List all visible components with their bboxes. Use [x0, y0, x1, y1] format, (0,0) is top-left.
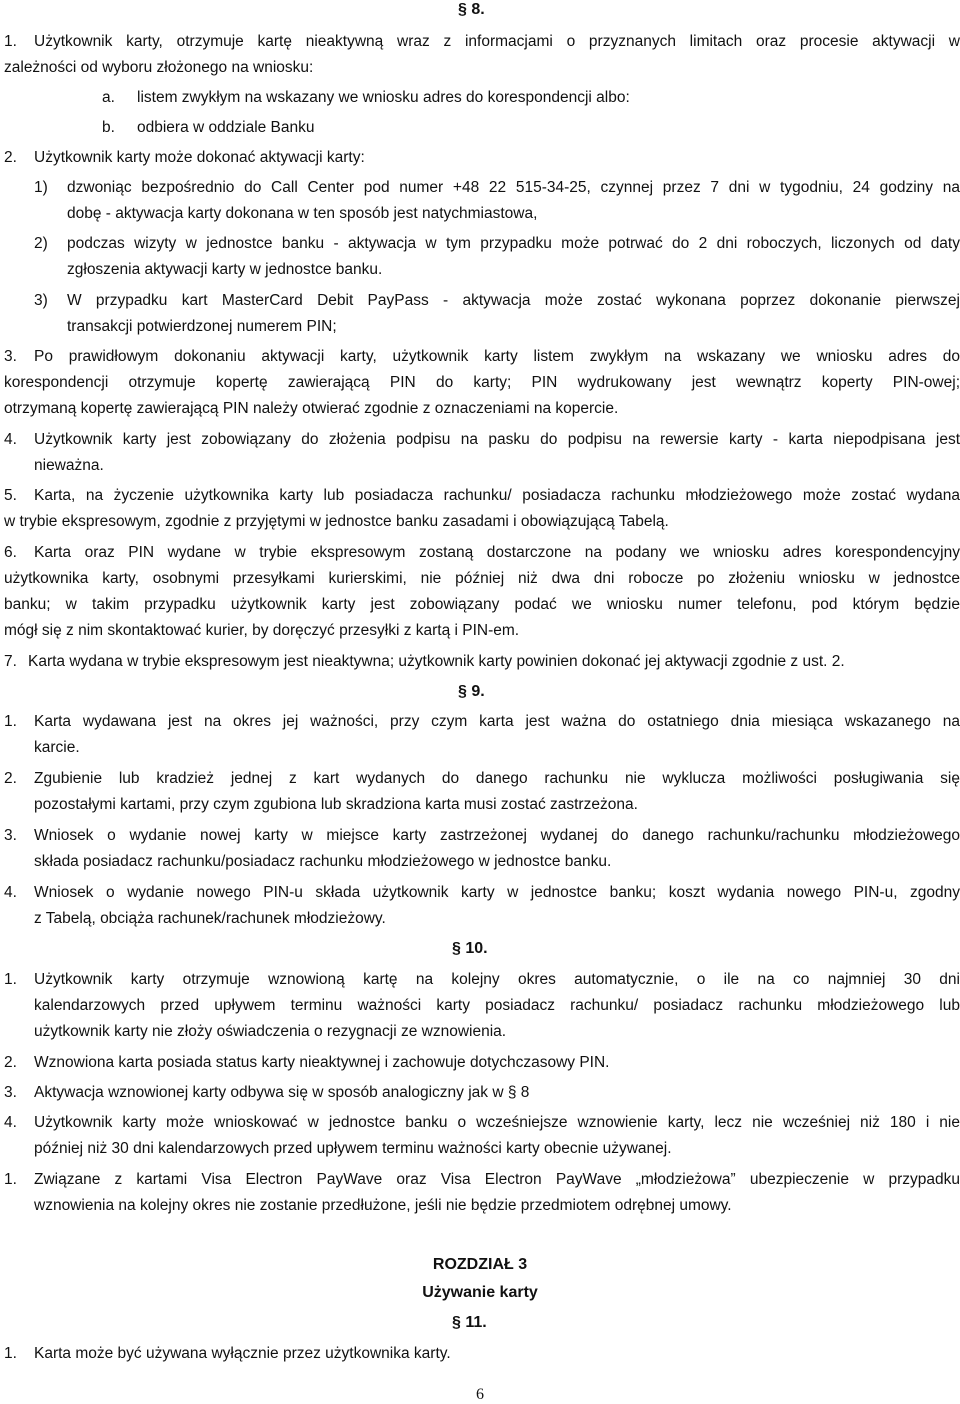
item-number: 2. — [4, 1054, 17, 1071]
item-number: 1. — [4, 713, 17, 730]
page-number: 6 — [476, 1386, 484, 1403]
paragraph-line: korespondencji otrzymuje kopertę zawierającą PIN do karty; PIN wydrukowany jest wewnątrz koperty PIN-owej; — [4, 374, 960, 391]
paragraph-line: otrzymaną kopertę zawierającą PIN należy otwierać zgodnie z oznaczeniami na kopercie. — [4, 400, 619, 417]
paragraph-line: Użytkownik karty może wnioskować w jednostce banku o wcześniejsze wznowienie karty, lecz nie wcześniej niż 180 i nie — [34, 1114, 960, 1131]
paragraph-line: pozostałymi kartami, przy czym zgubiona lub skradziona karta musi zostać zastrzeżona. — [34, 796, 638, 813]
paragraph-line: użytkownika karty, osobnymi przesyłkami kurierskimi, nie później niż dwa dni robocze po złożeniu wniosku w jednostce — [4, 570, 960, 587]
paragraph-line: Użytkownik karty może dokonać aktywacji karty: — [34, 149, 365, 166]
chapter-title: ROZDZIAŁ 3 — [432, 1256, 528, 1273]
paragraph-line: dzwoniąc bezpośrednio do Call Center pod numer +48 22 515-34-25, czynnej przez 7 dni w tygodniu, 24 godziny na — [67, 179, 960, 196]
paragraph-line: później niż 30 dni kalendarzowych przed upływem terminu ważności karty obecnie używanej. — [34, 1140, 672, 1157]
item-number: 5. — [4, 487, 17, 504]
item-number: 2. — [4, 770, 17, 787]
section-heading-11: § 11. — [452, 1314, 487, 1331]
paragraph-line: nieważna. — [34, 457, 104, 474]
paragraph-line: zgłoszenia aktywacji karty w jednostce banku. — [67, 261, 383, 278]
paragraph-line: Użytkownik karty jest zobowiązany do złożenia podpisu na pasku do podpisu na rewersie karty - karta niepodpisana jest — [34, 431, 960, 448]
paragraph-line: wznowienia na kolejny okres nie zostanie przedłużone, jeśli nie będzie przedmiotem odrębnej umowy. — [34, 1197, 732, 1214]
paragraph-line: z Tabelą, obciąża rachunek/rachunek młodzieżowy. — [34, 910, 386, 927]
paragraph-line: kalendarzowych przed upływem terminu ważności karty posiadacz rachunku/ posiadacz rachunku młodzieżowego lub — [34, 997, 960, 1014]
item-number: 1. — [4, 33, 17, 50]
paragraph-line: Karta może być używana wyłącznie przez użytkownika karty. — [34, 1345, 451, 1362]
paragraph-line: zależności od wyboru złożonego na wniosku: — [4, 59, 314, 76]
item-number: 1. — [4, 1171, 17, 1188]
item-letter: a. — [102, 89, 115, 106]
section-heading-9: § 9. — [458, 683, 485, 700]
paragraph-line: Karta wydana w trybie ekspresowym jest nieaktywna; użytkownik karty powinien dokonać jej aktywacji zgodnie z ust. 2. — [28, 653, 845, 670]
paragraph-line: transakcji potwierdzonej numerem PIN; — [67, 318, 337, 335]
paragraph-line: Karta wydawana jest na okres jej ważności, przy czym karta jest ważna do ostatniego dnia miesiąca wskazanego na — [34, 713, 960, 730]
item-number: 2. — [4, 149, 17, 166]
item-number: 3. — [4, 827, 17, 844]
paragraph-line: Po prawidłowym dokonaniu aktywacji karty, użytkownik karty listem zwykłym na wskazany we wniosku adres do — [34, 348, 960, 365]
paragraph-line: Wniosek o wydanie nowej karty w miejsce karty zastrzeżonej wydanej do danego rachunku/rachunku młodzieżowego — [34, 827, 960, 844]
paragraph-line: podczas wizyty w jednostce banku - aktywacja w tym przypadku może potrwać do 2 dni roboczych, liczonych od daty — [67, 235, 960, 252]
item-number: 6. — [4, 544, 17, 561]
subitem-number: 2) — [34, 235, 48, 252]
paragraph-line: listem zwykłym na wskazany we wniosku adres do korespondencji albo: — [137, 89, 630, 106]
item-number: 4. — [4, 1114, 17, 1131]
paragraph-line: Użytkownik karty, otrzymuje kartę nieaktywną wraz z informacjami o przyznanych limitach oraz procesie aktywacji w — [34, 33, 960, 50]
item-number: 4. — [4, 431, 17, 448]
subitem-number: 1) — [34, 179, 48, 196]
item-number: 4. — [4, 884, 17, 901]
paragraph-line: Wznowiona karta posiada status karty nieaktywnej i zachowuje dotychczasowy PIN. — [34, 1054, 610, 1071]
paragraph-line: Karta oraz PIN wydane w trybie ekspresowym zostaną dostarczone na podany we wniosku adres korespondencyjny — [34, 544, 960, 561]
paragraph-line: Wniosek o wydanie nowego PIN-u składa użytkownik karty w jednostce banku; koszt wydania nowego PIN-u, zgodny — [34, 884, 960, 901]
section-heading-10: § 10. — [452, 940, 488, 957]
paragraph-line: użytkownik karty nie złoży oświadczenia o rezygnacji ze wznowienia. — [34, 1023, 507, 1040]
paragraph-line: Zgubienie lub kradzież jednej z kart wydanych do danego rachunku nie wyklucza możliwości posługiwania się — [34, 770, 960, 787]
paragraph-line: W przypadku kart MasterCard Debit PayPass - aktywacja może zostać wykonana poprzez dokonanie pierwszej — [67, 292, 960, 309]
item-number: 3. — [4, 1084, 17, 1101]
paragraph-line: dobę - aktywacja karty dokonana w ten sposób jest natychmiastowa, — [67, 205, 538, 222]
chapter-subtitle: Używanie karty — [422, 1284, 538, 1301]
item-number: 1. — [4, 1345, 17, 1362]
paragraph-line: banku; w takim przypadku użytkownik karty jest zobowiązany podać we wniosku numer telefonu, pod którym będzie — [4, 596, 960, 613]
paragraph-line: Związane z kartami Visa Electron PayWave oraz Visa Electron PayWave „młodzieżowa” ubezpieczenie w przypadku — [34, 1171, 960, 1188]
item-number: 7. — [4, 653, 17, 670]
paragraph-line: w trybie ekspresowym, zgodnie z przyjętymi w jednostce banku zasadami i obowiązującą Tabelą. — [4, 513, 669, 530]
item-letter: b. — [102, 119, 115, 136]
paragraph-line: Karta, na życzenie użytkownika karty lub posiadacza rachunku/ posiadacza rachunku młodzieżowego może zostać wydana — [34, 487, 960, 504]
item-number: 1. — [4, 971, 17, 988]
paragraph-line: karcie. — [34, 739, 80, 756]
paragraph-line: Użytkownik karty otrzymuje wznowioną kartę na kolejny okres automatycznie, o ile na co najmniej 30 dni — [34, 971, 960, 988]
subitem-number: 3) — [34, 292, 48, 309]
paragraph-line: odbiera w oddziale Banku — [137, 119, 315, 136]
item-number: 3. — [4, 348, 17, 365]
section-heading-8: § 8. — [458, 1, 485, 18]
paragraph-line: Aktywacja wznowionej karty odbywa się w sposób analogiczny jak w § 8 — [34, 1084, 530, 1101]
paragraph-line: mógł się z nim skontaktować kurier, by doręczyć przesyłki z kartą i PIN-em. — [4, 622, 520, 639]
paragraph-line: składa posiadacz rachunku/posiadacz rachunku młodzieżowego w jednostce banku. — [34, 853, 612, 870]
